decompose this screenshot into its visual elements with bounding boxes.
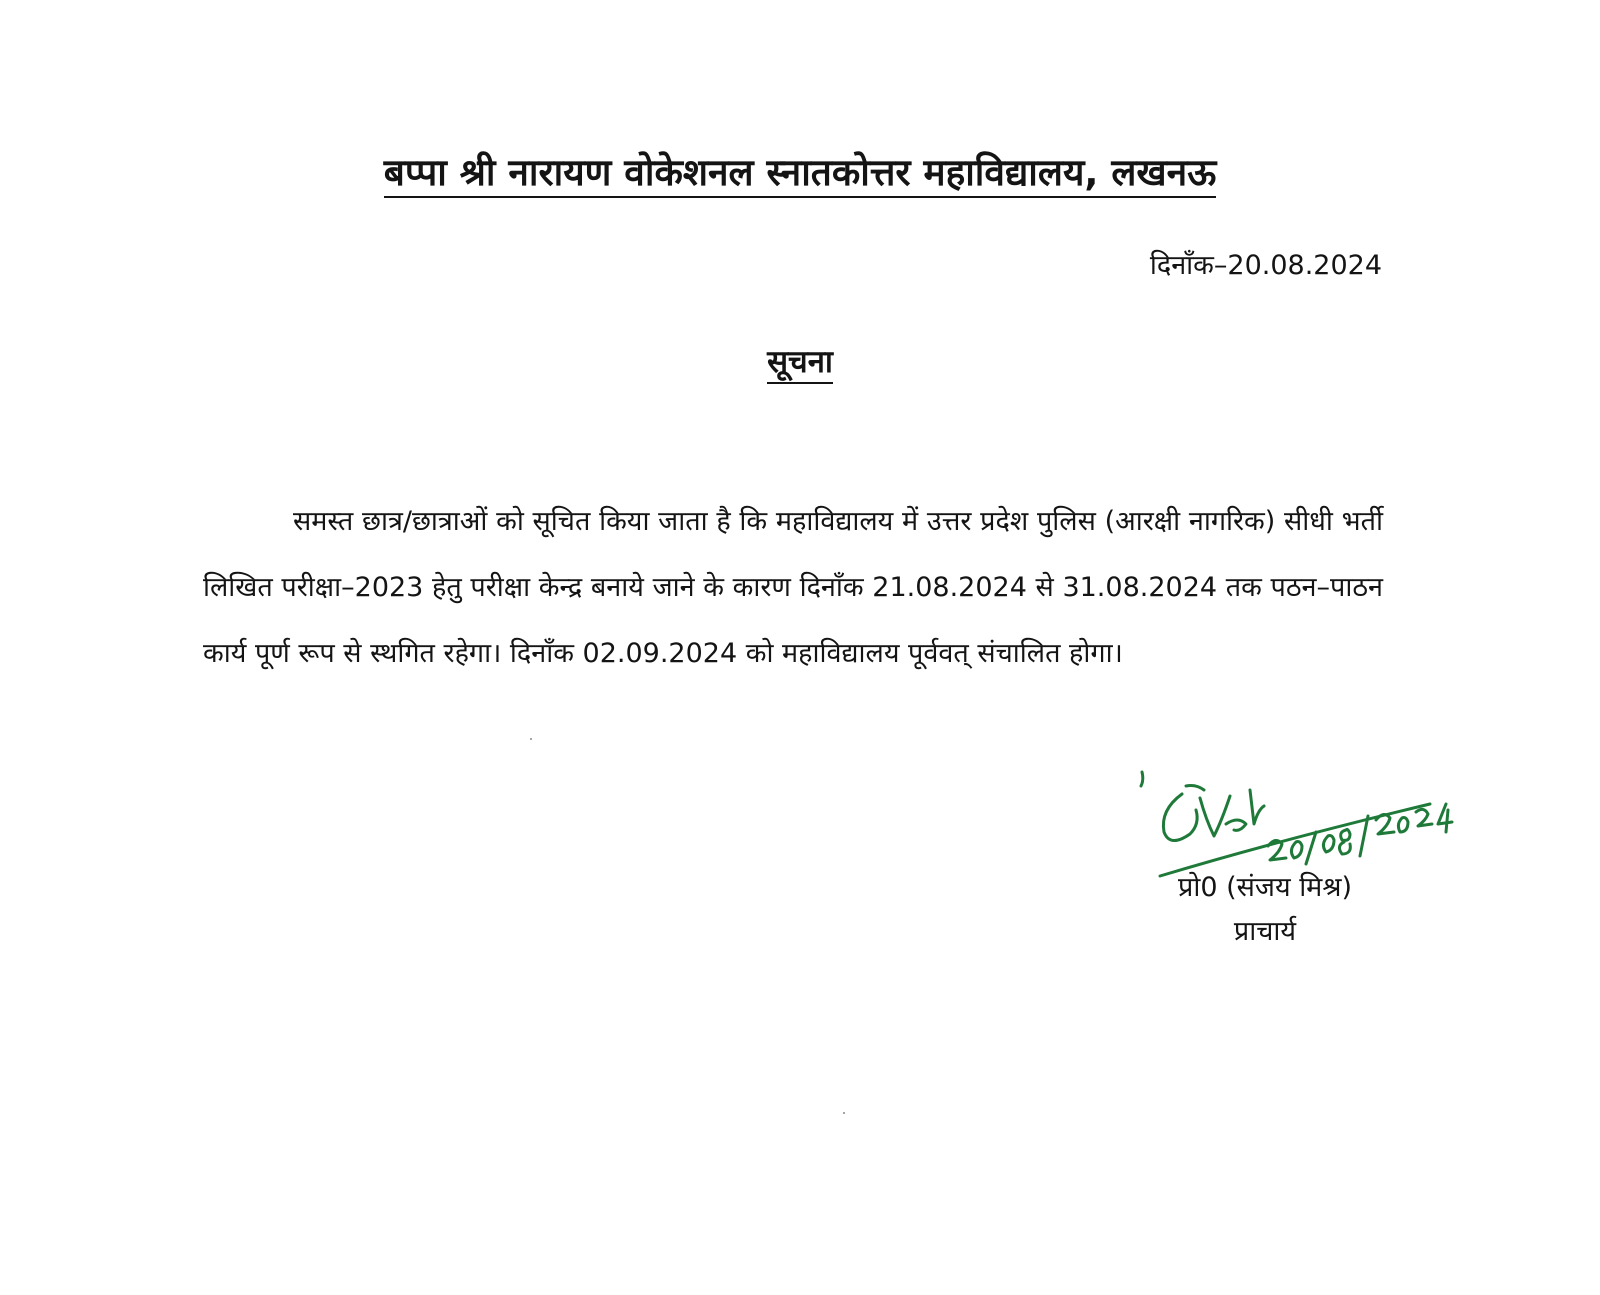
institution-heading-text: बप्पा श्री नारायण वोकेशनल स्नातकोत्तर महाविद्यालय, लखनऊ	[384, 151, 1217, 198]
notice-title	[620, 340, 980, 384]
institution-heading	[200, 146, 1400, 200]
notice-date: दिनाँक–20.08.2024	[1149, 250, 1382, 281]
notice-body: समस्त छात्र/छात्राओं को सूचित किया जाता है कि महाविद्यालय में उत्तर प्रदेश पुलिस (आरक्षी नागरिक) सीधी भर्ती लिखित परीक्षा–2023 हेतु परीक्षा केन्द्र बनाये जाने के कारण दिनाँक 21.08.2024 से 31.08.2024 तक पठन–पाठन कार्य पूर्ण रूप से स्थगित रहेगा। दिनाँक 02.09.2024 को महाविद्यालय पूर्ववत् संचालित होगा।	[203, 506, 1383, 669]
scan-speck	[530, 738, 532, 740]
notice-title-text: सूचना	[767, 344, 833, 384]
signatory-title: प्राचार्य	[1233, 916, 1297, 947]
scan-speck	[843, 1112, 845, 1114]
signatory-name: प्रो0 (संजय मिश्र)	[1178, 872, 1352, 903]
